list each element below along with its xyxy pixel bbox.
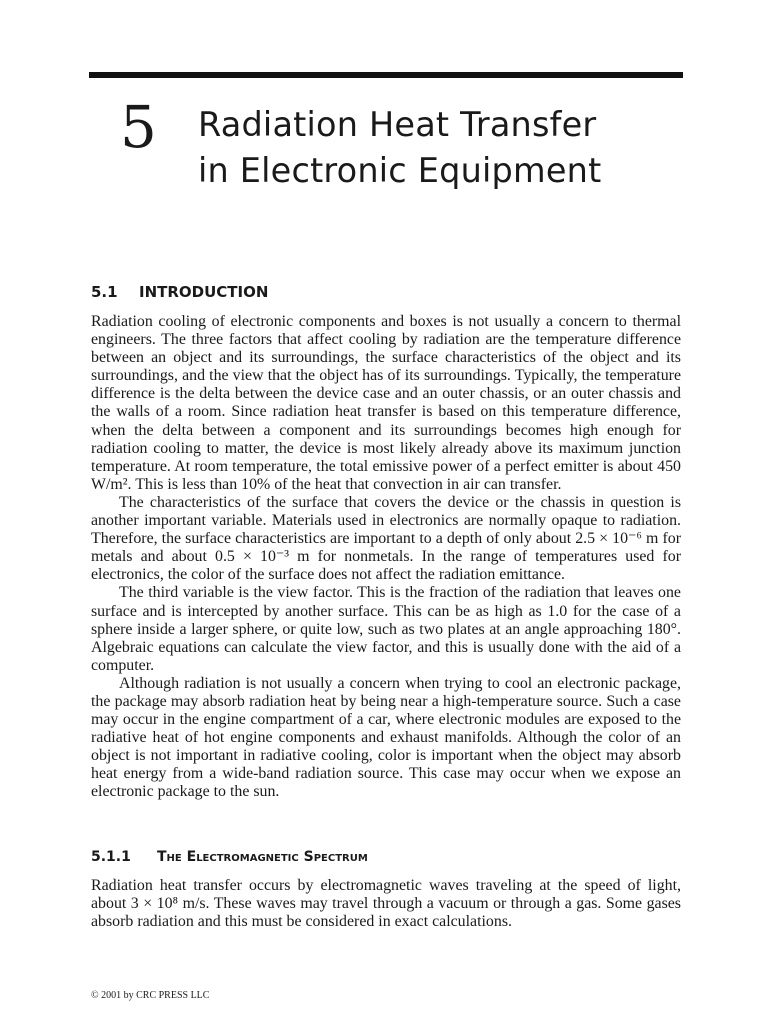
paragraph: Radiation heat transfer occurs by electromagnetic waves traveling at the speed of light, about 3 × 10⁸ m/s. These waves may travel through a vacuum or through a gas. Some gases absorb radiation and this must be considered in exact calculations.	[91, 877, 681, 931]
section-body	[91, 313, 681, 802]
chapter-title-line-2: in Electronic Equipment	[198, 151, 602, 190]
section-number: 5.1	[91, 283, 118, 301]
subsection-title: The Electromagnetic Spectrum	[157, 849, 368, 865]
paragraph: The characteristics of the surface that covers the device or the chassis in question is another important variable. Materials used in electronics are normally opaque to radiation. Therefore, the surface characteristics are important to a depth of only about 2.5 × 10⁻⁶ m for metals and about 0.5 × 10⁻³ m for nonmetals. In the range of temperatures used for electronics, the color of the surface does not affect the radiation emittance.	[91, 493, 681, 584]
chapter-title	[198, 102, 601, 194]
paragraph: The third variable is the view factor. This is the fraction of the radiation that leaves one surface and is intercepted by another surface. This can be as high as 1.0 for the case of a sphere inside a larger sphere, or quite low, such as two plates at an angle approaching 180°. Algebraic equations can calculate the view factor, and this is usually done with the aid of a computer.	[91, 584, 681, 674]
subsection-number: 5.1.1	[91, 849, 131, 865]
chapter-number: 5	[120, 93, 157, 161]
section-heading	[91, 283, 268, 301]
subsection-body	[91, 877, 681, 931]
paragraph: Radiation cooling of electronic components and boxes is not usually a concern to thermal engineers. The three factors that affect cooling by radiation are the temperature difference between an object and its surroundings, the surface characteristics of the object and its surroundings, and the view that the object has of its surroundings. Typically, the temperature difference is the delta between the device case and an outer chassis, or an outer chassis and the walls of a room. Since radiation heat transfer is based on this temperature difference, when the delta between a component and its surroundings becomes high enough for radiation cooling to matter, the device is most likely already above its maximum junction temperature. At room temperature, the total emissive power of a perfect emitter is about 450 W/m². This is less than 10% of the heat that convection in air can transfer.	[91, 313, 681, 493]
section-title: INTRODUCTION	[139, 283, 269, 301]
chapter-title-line-1: Radiation Heat Transfer	[198, 105, 597, 144]
paragraph: Although radiation is not usually a concern when trying to cool an electronic package, the package may absorb radiation heat by being near a high-temperature source. Such a case may occur in the engine compartment of a car, where electronic modules are exposed to the radiative heat of hot engine components and exhaust manifolds. Although the color of an object is not important in radiative cooling, color is important when the object may absorb heat energy from a wide-band radiation source. This case may occur when we expose an electronic package to the sun.	[91, 674, 681, 801]
chapter-rule	[89, 72, 683, 78]
subsection-heading	[91, 849, 368, 865]
copyright-footer: © 2001 by CRC PRESS LLC	[91, 990, 210, 1001]
